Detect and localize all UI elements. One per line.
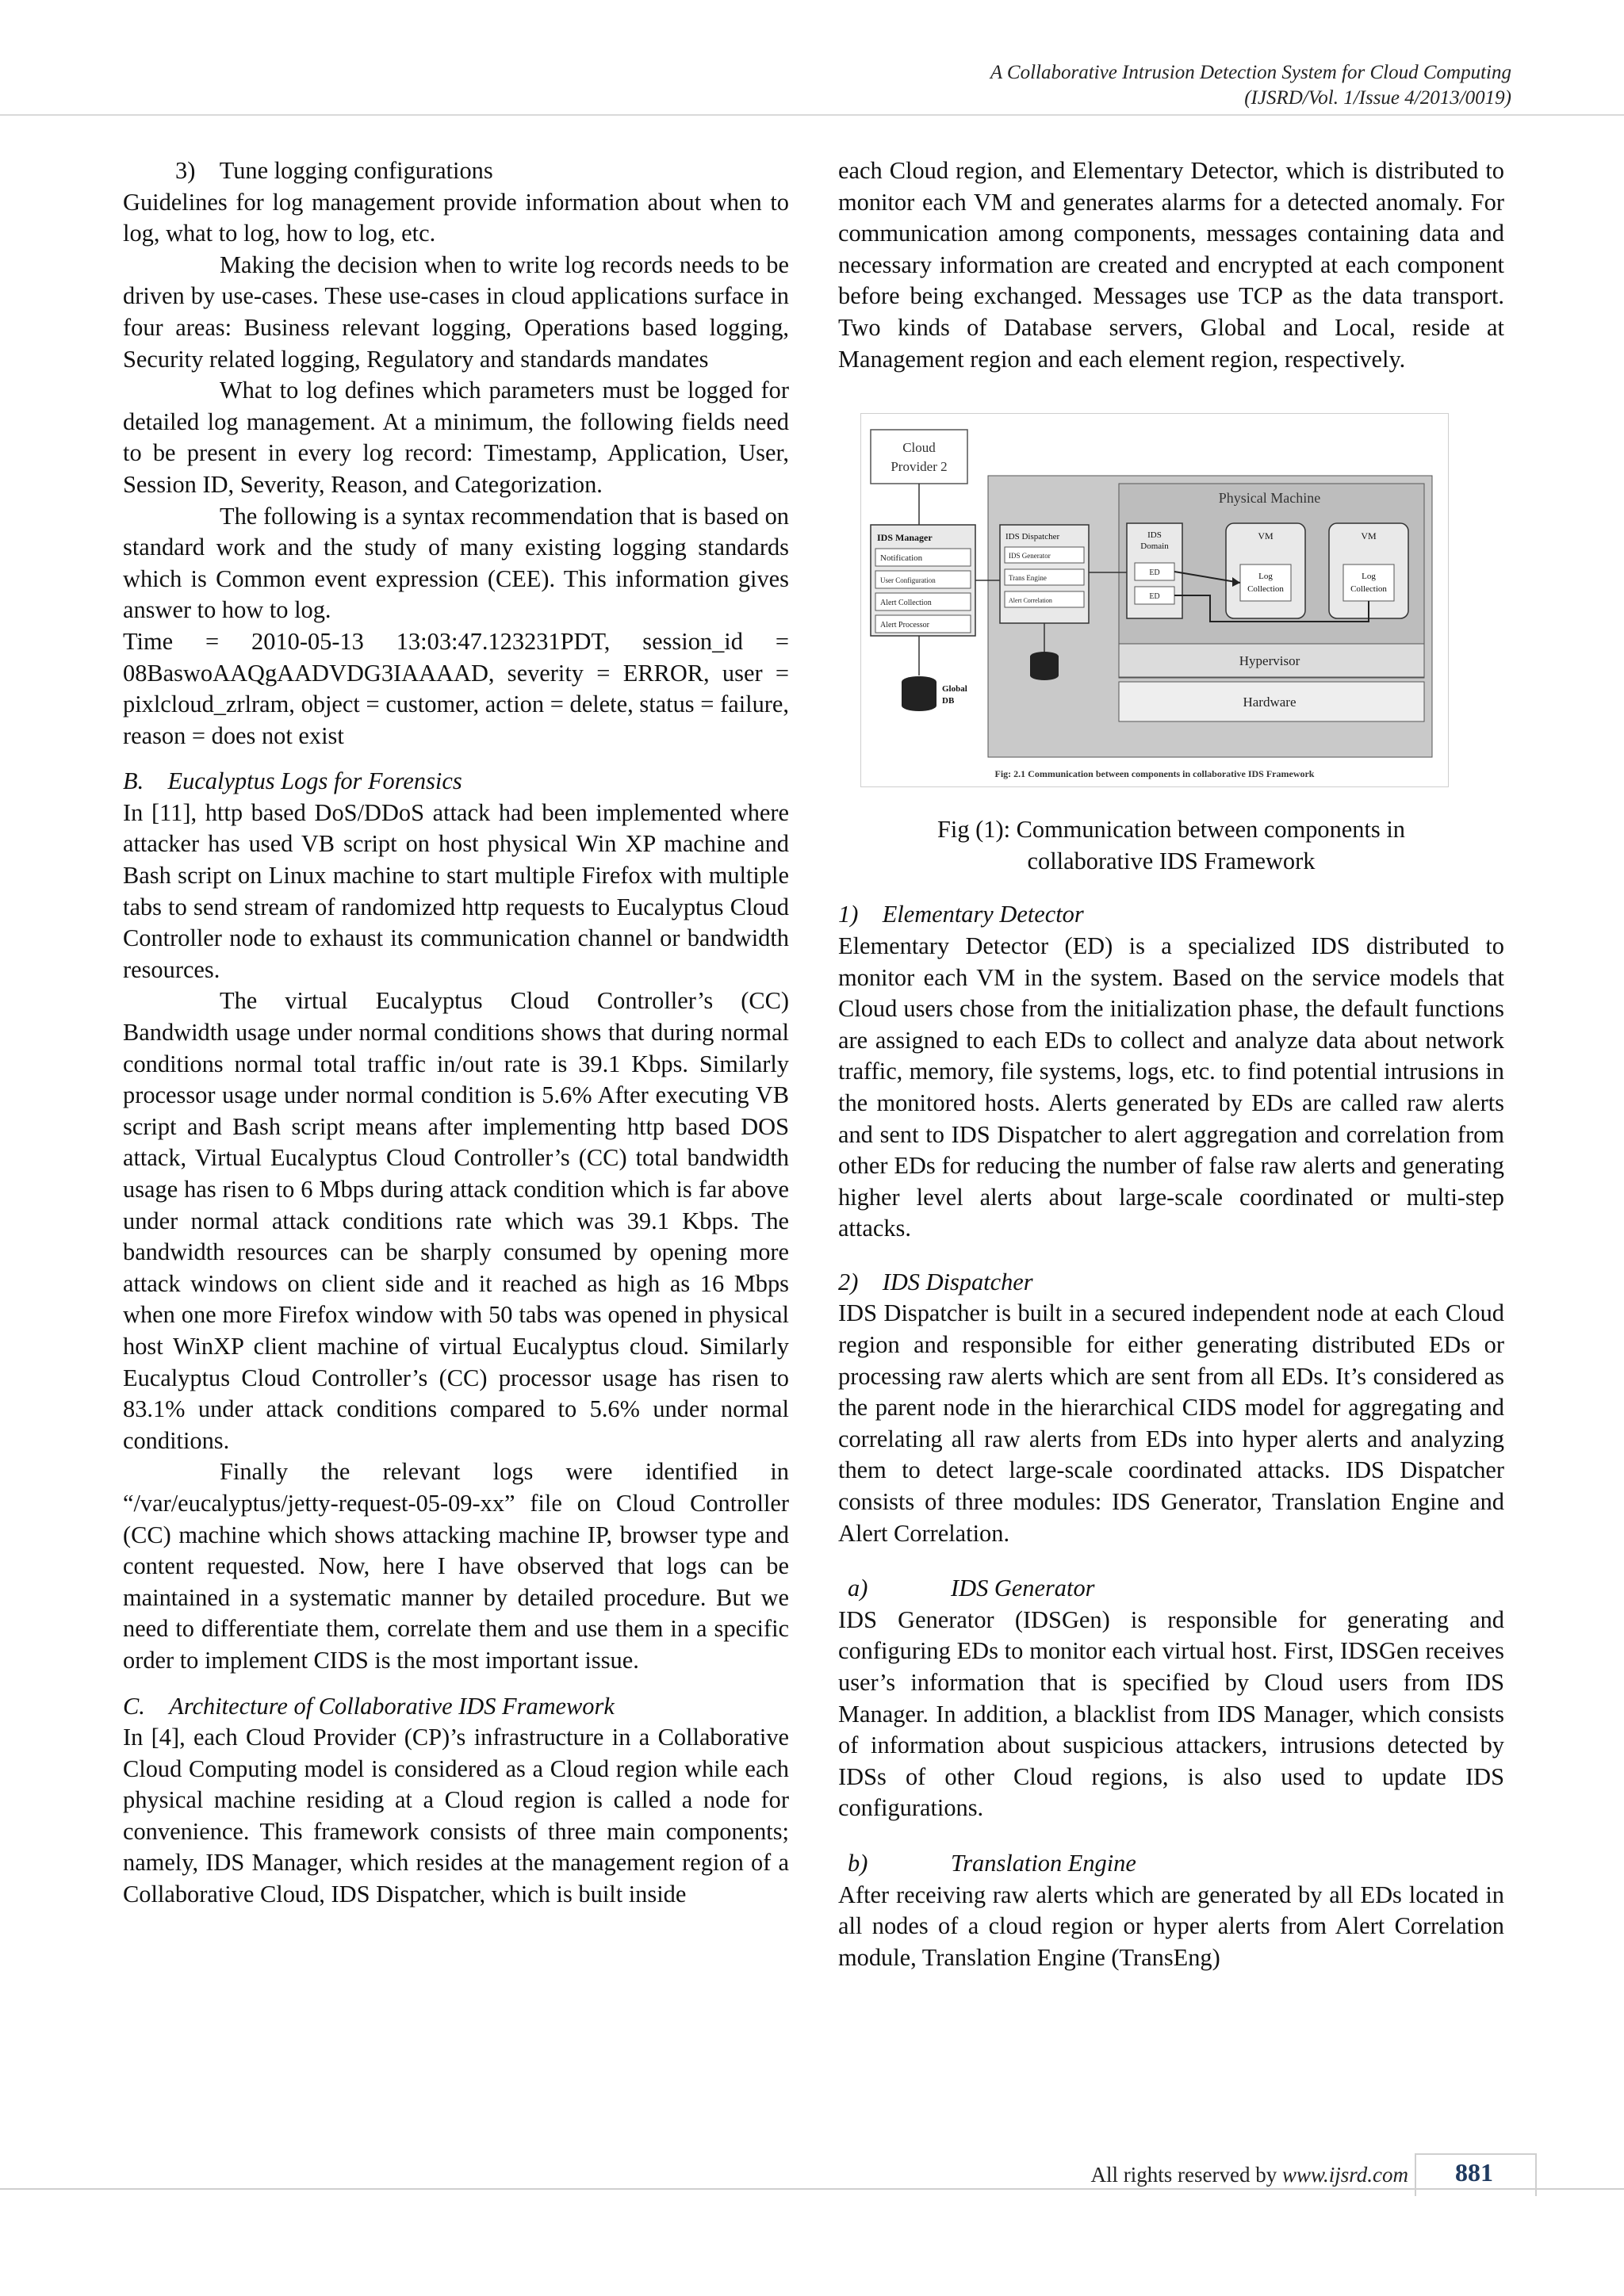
left-column: [123, 155, 789, 1911]
trans-engine-label: Trans Engine: [1009, 574, 1047, 583]
paragraph: After receiving raw alerts which are generated by all EDs located in all nodes of a cloud region or hyper alerts from Alert Correlation module, Translation Engine (TransEng): [838, 1881, 1504, 1971]
ids-manager-label: IDS Manager: [877, 532, 933, 544]
footer-rights-text: All rights reserved by: [1090, 2163, 1282, 2187]
ids-domain-label-1: IDS: [1147, 530, 1162, 541]
paragraph: The following is a syntax recommendation that is based on standard work and the study of many existing logging standards which is Common event expression (CEE). This information gives answer to how to log.: [123, 502, 789, 624]
figure-caption-line-1: Fig (1): Communication between components in: [937, 816, 1405, 844]
global-db-label-2: DB: [942, 696, 955, 706]
paragraph: IDS Generator (IDSGen) is responsible for generating and configuring EDs to monitor each virtual host. First, IDSGen receives user’s information that is specified by Cloud users from IDS Manager. In addition, a blacklist from IDS Manager, which consists of information about suspicious attackers, intrusions detected by IDSs of other Cloud regions, is also used to update IDS configurations.: [838, 1605, 1504, 1822]
right-column: [838, 155, 1504, 1973]
user-config-label: User Configuration: [880, 576, 936, 585]
figure-caption-line-2: collaborative IDS Framework: [1027, 847, 1316, 874]
alert-correlation-label: Alert Correlation: [1009, 597, 1052, 605]
cloud-provider-label-1: Cloud: [902, 440, 936, 456]
subsubsection-number: a): [848, 1575, 868, 1602]
subsection-heading-ids-dispatcher: 2) IDS Dispatcher: [838, 1268, 1033, 1295]
paragraph: IDS Dispatcher is built in a secured independent node at each Cloud region and responsible for either generating distributed EDs or processing raw alerts which are sent from all EDs. It’s considered as the parent node in the hierarchical CIDS model for aggregating and correlating all raw alerts from EDs into hyper alerts and analyzing them to detect large-scale coordinated attacks. IDS Dispatcher consists of three modules: IDS Generator, Translation Engine and Alert Correlation.: [838, 1299, 1504, 1547]
global-db-label-1: Global: [942, 684, 967, 695]
log-collection-box: [1343, 564, 1394, 601]
hypervisor-label: Hypervisor: [1239, 653, 1300, 669]
ed-label: ED: [1149, 592, 1160, 602]
header-title: A Collaborative Intrusion Detection System for Cloud Computing: [990, 62, 1511, 83]
subsubsection-heading-translation-engine: [838, 1848, 1504, 1880]
global-db-icon-base: [902, 700, 936, 711]
paragraph: Guidelines for log management provide information about when to log, what to log, how to log, etc.: [123, 188, 789, 247]
section-heading-c: C. Architecture of Collaborative IDS Framework: [123, 1692, 615, 1720]
alert-collection-label: Alert Collection: [880, 599, 932, 608]
paragraph: The virtual Eucalyptus Cloud Controller’s (CC) Bandwidth usage under normal conditions shows that during normal conditions normal total traffic in/out rate is 39.1 Kbps. Similarly processor usage under normal condition is 5.6% After executing VB script and Bash script means after implementing http based DOS attack, Virtual Eucalyptus Cloud Controller’s (CC) total bandwidth usage has risen to 6 Mbps during attack condition which is far above under normal attack conditions rate which was 39.1 Kbps. The bandwidth resources can be sharply consumed by opening more attack windows on client side and it reached as high as 16 Mbps when one more Firefox window with 50 tabs was opened in physical host WinXP client machine of virtual Eucalyptus cloud. Similarly Eucalyptus Cloud Controller’s (CC) processor usage has risen to 83.1% under attack conditions compared to 5.6% under normal conditions.: [123, 987, 789, 1454]
notification-label: Notification: [880, 553, 923, 564]
framework-diagram: [861, 414, 1448, 786]
figure-inner-caption: Fig: 2.1 Communication between components in collaborative IDS Framework: [994, 768, 1315, 780]
header-journal: (IJSRD/Vol. 1/Issue 4/2013/0019): [1244, 87, 1511, 109]
figure-ids-framework: [860, 413, 1449, 787]
log-collection-label-1: Log: [1362, 572, 1376, 582]
subsection-heading-elementary-detector: 1) Elementary Detector: [838, 901, 1084, 928]
vm-label: VM: [1361, 530, 1377, 542]
ed-label: ED: [1149, 568, 1160, 578]
log-collection-box: [1240, 564, 1291, 601]
paragraph: each Cloud region, and Elementary Detector, which is distributed to monitor each VM and generates alarms for a detected anomaly. For communication among components, messages containing data and necessary information are created and encrypted at each component before being exchanged. Messages use TCP as the data transport. Two kinds of Database servers, Global and Local, reside at Management region and each element region, respectively.: [838, 157, 1504, 373]
page-number: 881: [1455, 2158, 1493, 2187]
paragraph: In [4], each Cloud Provider (CP)’s infrastructure in a Collaborative Cloud Computing model is considered as a Cloud region while each physical machine residing at a Cloud region is called a node for convenience. This framework consists of three main components; namely, IDS Manager, which resides at the management region of a Collaborative Cloud, IDS Dispatcher, which is built inside: [123, 1724, 789, 1908]
paragraph: In [11], http based DoS/DDoS attack had been implemented where attacker has used VB script on host physical Win XP machine and Bash script on Linux machine to start multiple Firefox with multiple tabs to send stream of randomized http requests to Eucalyptus Cloud Controller node to exhaust its communication channel or bandwidth resources.: [123, 798, 789, 983]
vm-label: VM: [1258, 530, 1274, 542]
paragraph: What to log defines which parameters must be logged for detailed log management. At a minimum, the following fields need to be present in every log record: Timestamp, Application, User, Session ID, Severity, Reason, and Categorization.: [123, 377, 789, 498]
ids-domain-label-2: Domain: [1140, 541, 1169, 552]
local-db-icon-base: [1030, 671, 1059, 680]
paragraph: Finally the relevant logs were identified in “/var/eucalyptus/jetty-request-05-09-xx” file on Cloud Controller (CC) machine which shows attacking machine IP, browser type and content requested. Now, here I have observed that logs can be maintained in a systematic manner by detailed procedure. But we need to differentiate them, correlate them and use them in a specific order to implement CIDS is the most important issue.: [123, 1458, 789, 1674]
paragraph: Making the decision when to write log records needs to be driven by use-cases. These use-cases in cloud applications surface in four areas: Business relevant logging, Operations based logging, Security related logging, Regulatory and standards mandates: [123, 251, 789, 373]
cloud-provider-box: [871, 430, 967, 484]
log-syntax-example: Time = 2010-05-13 13:03:47.123231PDT, session_id = 08BaswoAAQgAADVDG3IAAAAD, severity = ERROR, user = pixlcloud_zrlram, object = customer, action = delete, status = failure, reason = does not exist: [123, 627, 789, 749]
header-divider: [0, 114, 1624, 116]
running-header: [990, 60, 1511, 111]
section-heading-b: B. Eucalyptus Logs for Forensics: [123, 767, 462, 795]
log-collection-label-2: Collection: [1247, 584, 1284, 595]
footer-divider: [0, 2188, 1624, 2190]
cloud-provider-label-2: Provider 2: [891, 459, 948, 475]
list-item-tune-logging: 3) Tune logging configurations: [175, 157, 493, 184]
log-collection-label-1: Log: [1258, 572, 1273, 582]
ids-generator-label: IDS Generator: [1009, 552, 1051, 561]
subsubsection-title: Translation Engine: [951, 1849, 1136, 1877]
figure-caption: [838, 814, 1504, 877]
hardware-label: Hardware: [1243, 695, 1297, 710]
footer: [0, 2150, 1624, 2198]
subsubsection-number: b): [848, 1849, 868, 1877]
ids-dispatcher-label: IDS Dispatcher: [1005, 532, 1060, 542]
subsubsection-title: IDS Generator: [951, 1575, 1095, 1602]
alert-processor-label: Alert Processor: [880, 621, 929, 630]
physical-machine-label: Physical Machine: [1218, 490, 1321, 507]
footer-site-link[interactable]: www.ijsrd.com: [1281, 2163, 1408, 2187]
log-collection-label-2: Collection: [1350, 584, 1387, 595]
paragraph: Elementary Detector (ED) is a specialized IDS distributed to monitor each VM in the system. Based on the service models that Cloud users chose from the initialization phase, the default functions are assigned to each EDs to collect and analyze data about network traffic, memory, file systems, logs, etc. to find potential intrusions in the monitored hosts. Alerts generated by EDs are called raw alerts and sent to IDS Dispatcher to alert aggregation and correlation from other EDs for reducing the number of false raw alerts and generating higher level alerts about large-scale coordinated or multi-step attacks.: [838, 932, 1504, 1242]
subsubsection-heading-ids-generator: [838, 1573, 1504, 1605]
